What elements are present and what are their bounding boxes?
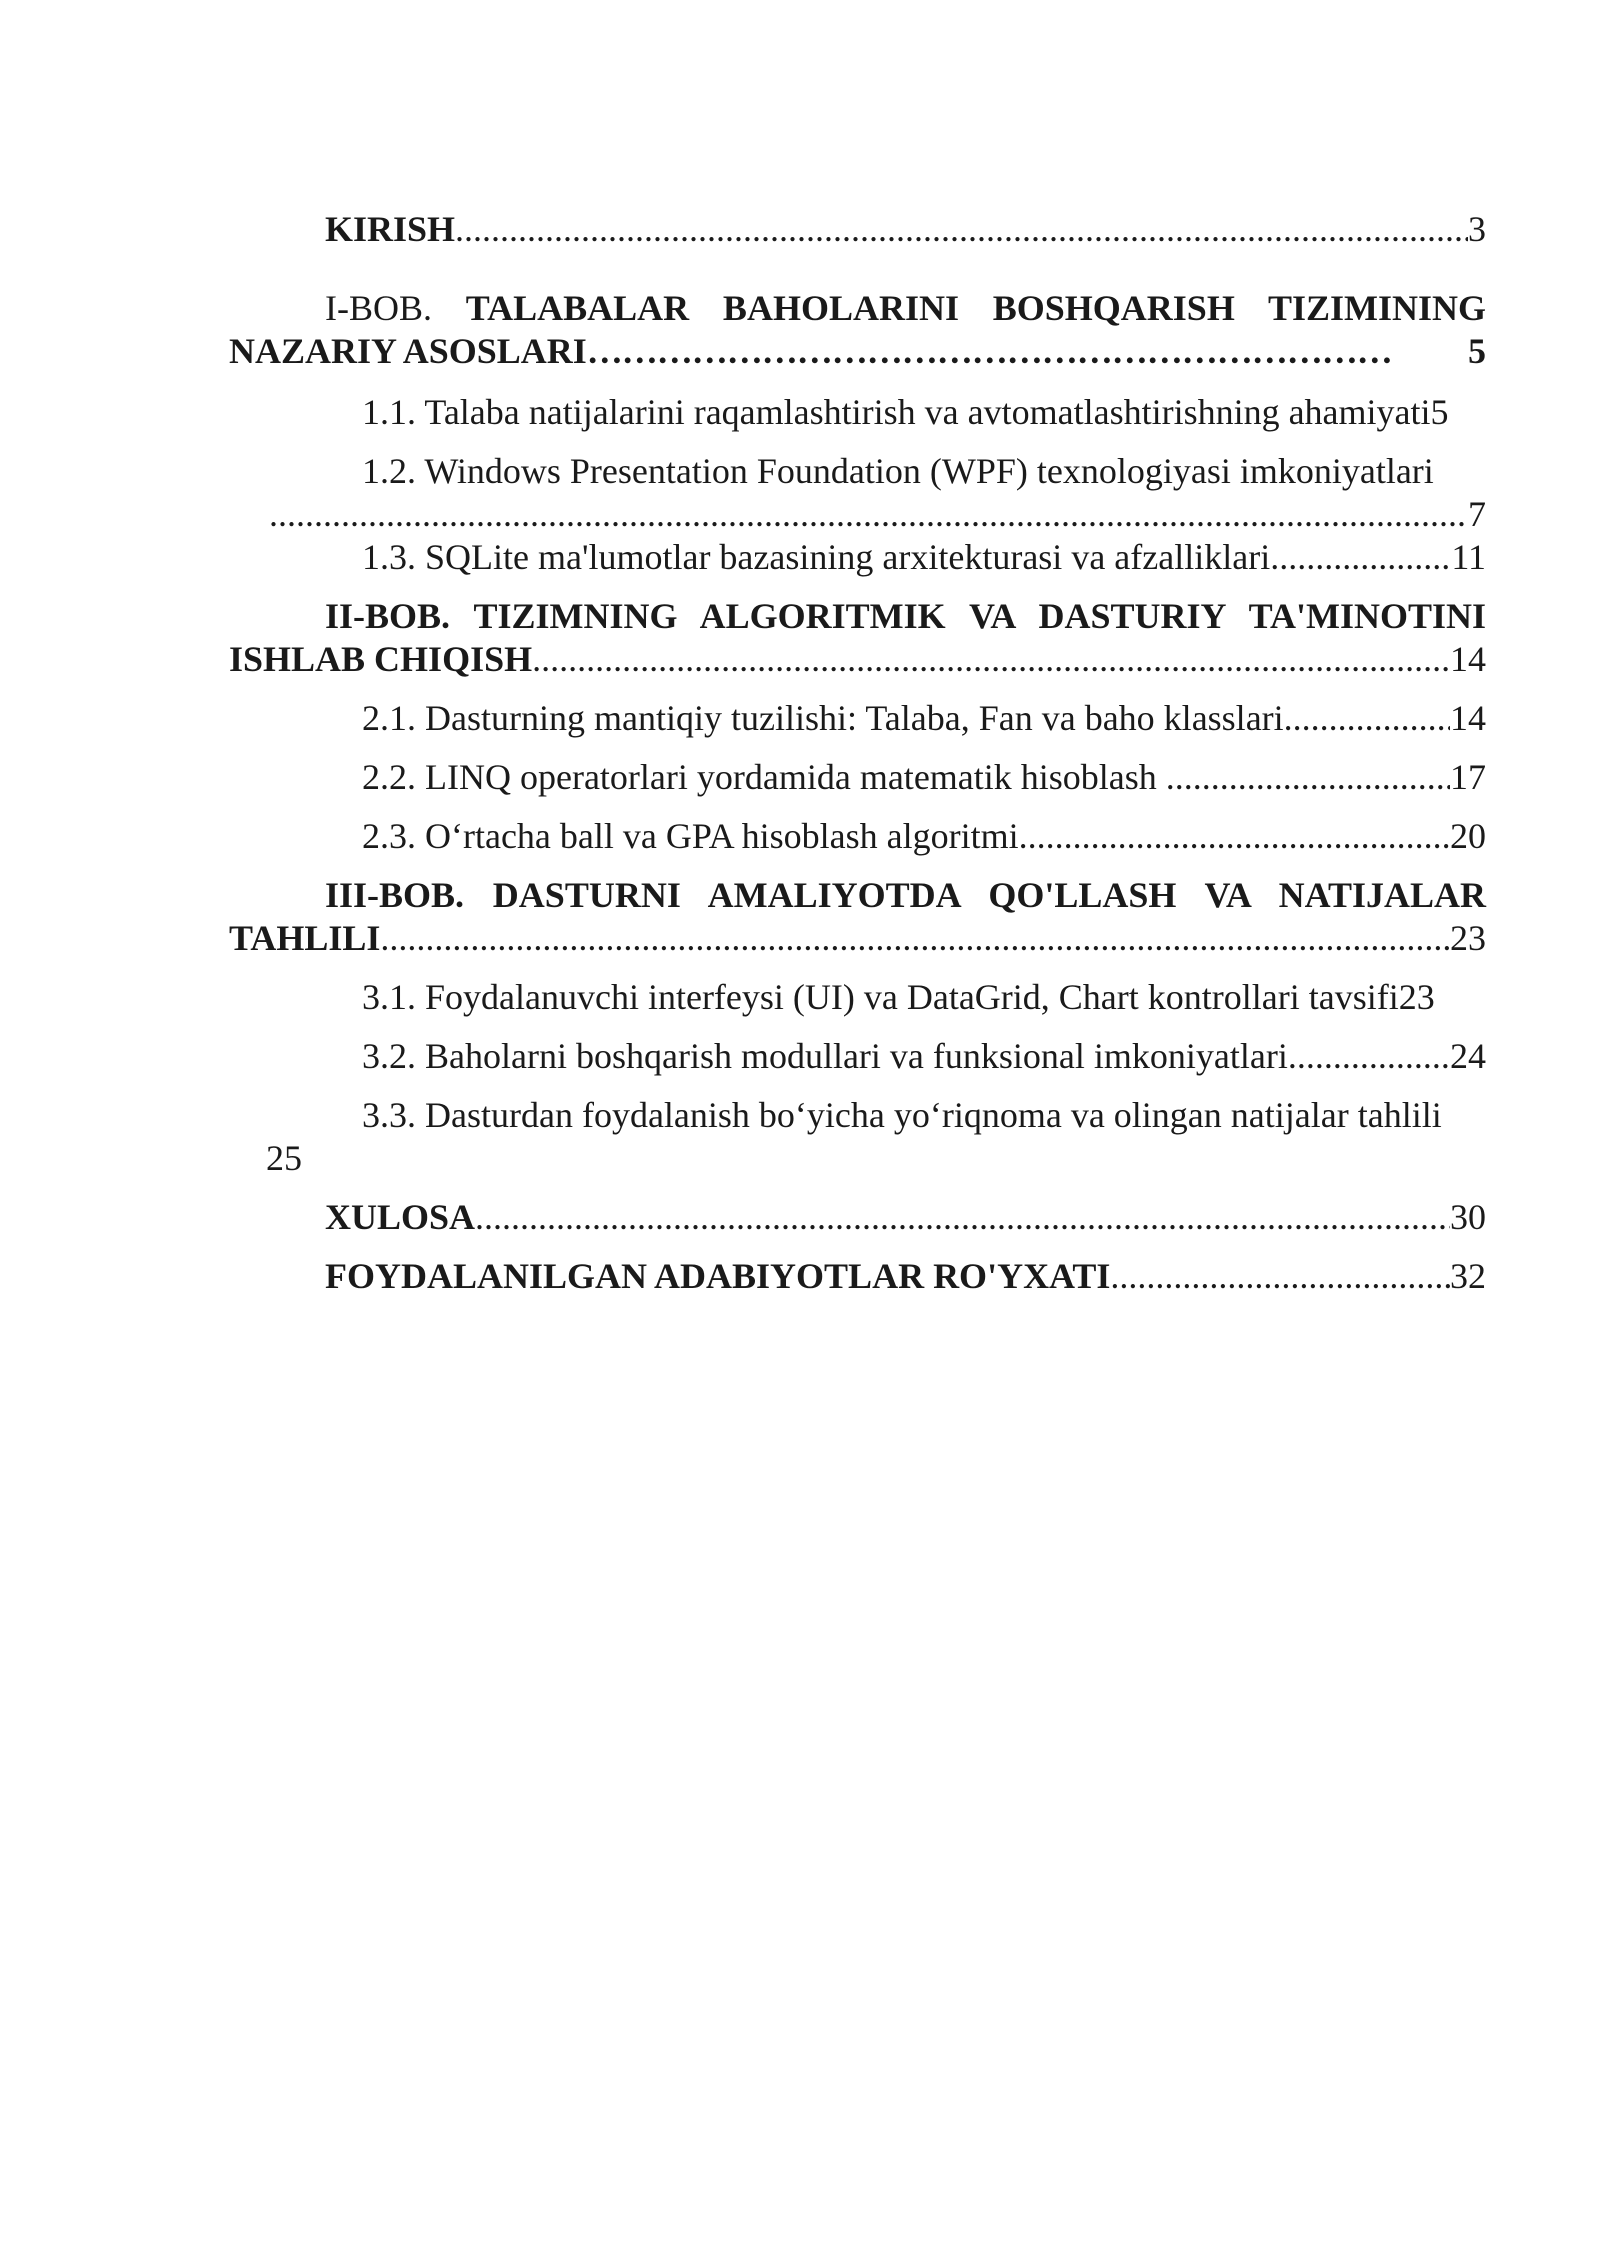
toc-leader [1284,697,1450,740]
toc-leader [1166,756,1450,799]
toc-page-number: 14 [1450,639,1486,679]
toc-entry-xulosa[interactable] [325,1196,1486,1255]
toc-page-number: 7 [1468,494,1486,534]
toc-leader [1270,536,1451,579]
toc-page-number: 25 [266,1138,302,1178]
toc-leader [1288,1035,1450,1078]
chapter-title-cont: TAHLILI [229,918,381,958]
toc-entry-adabiyotlar[interactable] [325,1255,1486,1314]
toc-page-number: 23 [1398,977,1435,1017]
toc-label: 1.2. Windows Presentation Foundation (WPF) texnologiyasi imkoniyatlari [362,451,1434,491]
toc-page-number: 32 [1450,1256,1486,1296]
toc-entry-chapter-3[interactable] [229,874,1486,976]
toc-label: 3.2. Baholarni boshqarish modullari va funksional imkoniyatlari [362,1036,1288,1076]
toc-entry-3-2[interactable] [362,1035,1486,1094]
toc-page-number: 24 [1450,1036,1486,1076]
toc-label: 2.3. O‘rtacha ball va GPA hisoblash algoritmi [362,816,1019,856]
chapter-title-cont: ISHLAB CHIQISH [229,639,533,679]
chapter-title: II-BOB. TIZIMNING ALGORITMIK VA DASTURIY TA'MINOTINI [325,596,1486,636]
toc-page-number: 3 [1468,209,1486,249]
toc-entry-3-1[interactable] [362,976,1486,1035]
toc-leader: …………………………………………………………… [586,331,1392,371]
chapter-title-cont: NAZARIY ASOSLARI [229,331,587,371]
toc-page-number: 14 [1450,698,1486,738]
chapter-title: TALABALAR BAHOLARINI BOSHQARISH TIZIMINING [465,288,1486,328]
toc-chapter-title-line [229,917,1486,976]
toc-chapter-title-line [229,330,1486,373]
toc-leader [269,493,1468,536]
toc-page-number: 23 [1450,918,1486,958]
toc-page-number: 5 [1430,392,1449,432]
table-of-contents [229,208,1486,1314]
toc-chapter-title-line [325,287,1486,330]
toc-entry-2-1[interactable] [362,697,1486,756]
toc-leader [380,917,1450,960]
toc-label: 3.3. Dasturdan foydalanish bo‘yicha yo‘riqnoma va olingan natijalar tahlili [362,1095,1442,1135]
toc-leader [455,208,1468,251]
toc-label: 2.1. Dasturning mantiqiy tuzilishi: Talaba, Fan va baho klasslari [362,698,1284,738]
toc-label: 3.1. Foydalanuvchi interfeysi (UI) va DataGrid, Chart kontrollari tavsifi [362,977,1399,1017]
toc-entry-chapter-1[interactable] [229,287,1486,373]
toc-label: FOYDALANILGAN ADABIYOTLAR RO'YXATI [325,1256,1111,1296]
toc-leader [1019,815,1450,858]
chapter-prefix: I-BOB. [325,288,432,328]
toc-entry-3-3[interactable] [229,1094,1486,1196]
toc-chapter-title-line [229,638,1486,697]
toc-label: KIRISH [325,209,456,249]
toc-leader [532,638,1450,681]
spacer [229,373,1486,391]
toc-entry-1-1[interactable] [362,391,1501,450]
toc-page-number: 17 [1450,757,1486,797]
toc-page-number: 11 [1451,537,1486,577]
toc-label: 2.2. LINQ operatorlari yordamida matematik hisoblash [362,757,1166,797]
toc-entry-1-2[interactable] [229,450,1486,536]
toc-leader [1110,1255,1450,1298]
toc-page-number: 20 [1450,816,1486,856]
toc-leader-line [269,493,1486,536]
chapter-title: III-BOB. DASTURNI AMALIYOTDA QO'LLASH VA NATIJALAR [325,875,1486,915]
toc-page-number: 30 [1450,1197,1486,1237]
spacer [229,251,1486,287]
toc-entry-kirish[interactable] [325,208,1486,251]
toc-entry-chapter-2[interactable] [229,595,1486,697]
toc-entry-1-3[interactable] [362,536,1486,595]
toc-label: 1.3. SQLite ma'lumotlar bazasining arxitekturasi va afzalliklari [362,537,1271,577]
toc-leader [475,1196,1450,1239]
toc-entry-2-3[interactable] [362,815,1486,874]
toc-page-number: 5 [1468,331,1486,371]
toc-label: 1.1. Talaba natijalarini raqamlashtirish va avtomatlashtirishning ahamiyati [362,392,1431,432]
toc-entry-2-2[interactable] [362,756,1486,815]
toc-label: XULOSA [325,1197,476,1237]
